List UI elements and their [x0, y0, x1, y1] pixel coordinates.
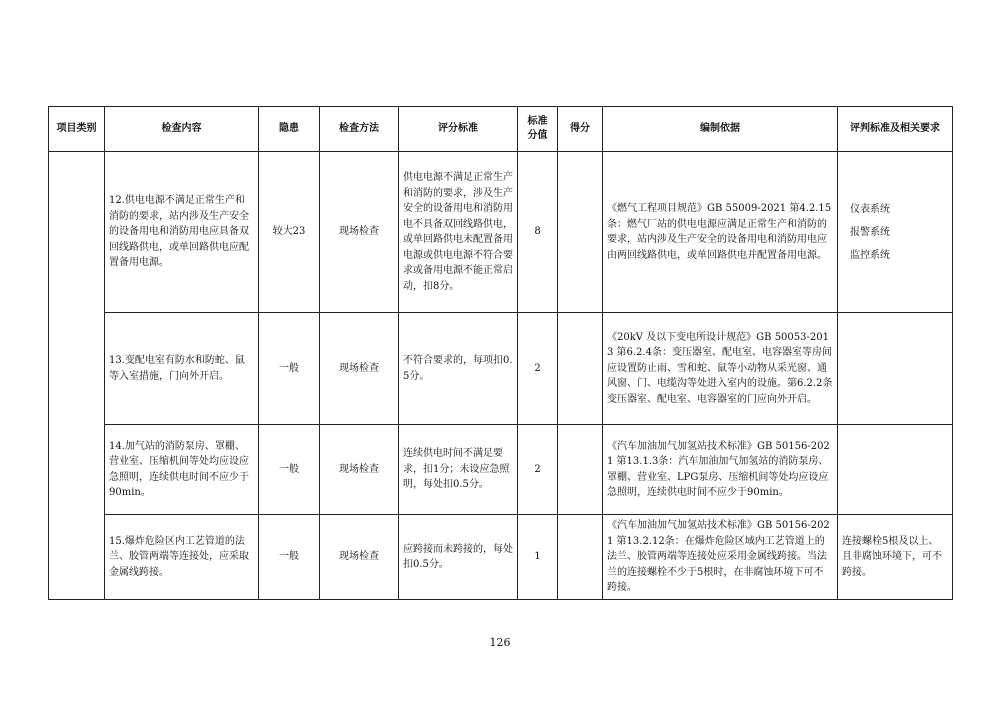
content-cell: 13.变配电室有防水和防蛇、鼠等入室措施，门向外开启。	[105, 313, 259, 425]
score-cell: 2	[518, 313, 558, 425]
hazard-cell: 一般	[259, 425, 320, 515]
table-row	[49, 313, 953, 425]
requirements-cell: 连接螺栓5根及以上、且非腐蚀环境下，可不跨接。	[838, 515, 953, 600]
requirements-cell	[838, 313, 953, 425]
table-row	[49, 515, 953, 600]
got-cell	[558, 515, 603, 600]
header-row	[49, 107, 953, 152]
content-cell: 14.加气站的消防泵房、罩棚、营业室、压缩机间等处均应设应急照明，连续供电时间不应少于90min。	[105, 425, 259, 515]
got-cell	[558, 425, 603, 515]
inspection-table	[48, 106, 953, 600]
hazard-cell: 较大23	[259, 152, 320, 313]
got-cell	[558, 152, 603, 313]
hazard-cell: 一般	[259, 515, 320, 600]
method-cell: 现场检查	[320, 313, 399, 425]
criteria-cell: 应跨接而未跨接的，每处扣0.5分。	[399, 515, 518, 600]
requirement-item: 监控系统	[850, 249, 890, 261]
header-category: 项目类别	[49, 107, 105, 152]
header-requirements: 评判标准及相关要求	[838, 107, 953, 152]
basis-cell: 《汽车加油加气加氢站技术标准》GB 50156-2021 第13.1.3条：汽车加油加气加氢站的消防泵房、罩棚、营业室、LPG泵房、压缩机间等处均应设应急照明，连续供电时间不应少于90min。	[603, 425, 838, 515]
score-cell: 8	[518, 152, 558, 313]
method-cell: 现场检查	[320, 152, 399, 313]
requirement-item: 报警系统	[850, 226, 890, 238]
table-row	[49, 152, 953, 313]
criteria-cell: 不符合要求的，每项扣0.5分。	[399, 313, 518, 425]
table-row	[49, 425, 953, 515]
content-cell: 15.爆炸危险区内工艺管道的法兰、胶管两端等连接处，应采取金属线跨接。	[105, 515, 259, 600]
header-basis: 编制依据	[603, 107, 838, 152]
requirement-item: 仪表系统	[850, 203, 890, 215]
header-hazard: 隐患	[259, 107, 320, 152]
basis-cell: 《20kV 及以下变电所设计规范》GB 50053-2013 第6.2.4条：变压器室、配电室、电容器室等房间应设置防止雨、雪和蛇、鼠等小动物从采光窗、通风窗、门、电缆沟等处进入室内的设施。第6.2.2条变压器室、配电室、电容器室的门应向外开启。	[603, 313, 838, 425]
method-cell: 现场检查	[320, 425, 399, 515]
header-content: 检查内容	[105, 107, 259, 152]
category-cell	[49, 152, 105, 600]
requirements-cell	[838, 425, 953, 515]
header-method: 检查方法	[320, 107, 399, 152]
page-number: 126	[489, 636, 511, 649]
content-cell: 12.供电电源不满足正常生产和消防的要求，站内涉及生产安全的设备用电和消防用电应具备双回线路供电，或单回路供电应配置备用电源。	[105, 152, 259, 313]
hazard-cell: 一般	[259, 313, 320, 425]
header-got: 得分	[558, 107, 603, 152]
got-cell	[558, 313, 603, 425]
basis-cell: 《燃气工程项目规范》GB 55009-2021 第4.2.15条：燃气厂站的供电电源应满足正常生产和消防的要求，站内涉及生产安全的设备用电和消防用电应由两回线路供电，或单回路供电并配置备用电源。	[603, 152, 838, 313]
header-criteria: 评分标准	[399, 107, 518, 152]
method-cell: 现场检查	[320, 515, 399, 600]
criteria-cell: 连续供电时间不满足要求，扣1分；未设应急照明，每处扣0.5分。	[399, 425, 518, 515]
basis-cell: 《汽车加油加气加氢站技术标准》GB 50156-2021 第13.2.12条：在爆炸危险区域内工艺管道上的法兰、胶管两端等连接处应采用金属线跨接。当法兰的连接螺栓不少于5根时，在非腐蚀环境下可不跨接。	[603, 515, 838, 600]
header-score-line2: 分值	[527, 130, 548, 141]
score-cell: 2	[518, 425, 558, 515]
requirements-cell	[838, 152, 953, 313]
score-cell: 1	[518, 515, 558, 600]
header-score	[518, 107, 558, 152]
criteria-cell: 供电电源不满足正常生产和消防的要求，涉及生产安全的设备用电和消防用电不具备双回线路供电，或单回路供电未配置备用电源或供电电源不符合要求或备用电源不能正常启动，扣8分。	[399, 152, 518, 313]
header-score-line1: 标准	[527, 116, 548, 127]
